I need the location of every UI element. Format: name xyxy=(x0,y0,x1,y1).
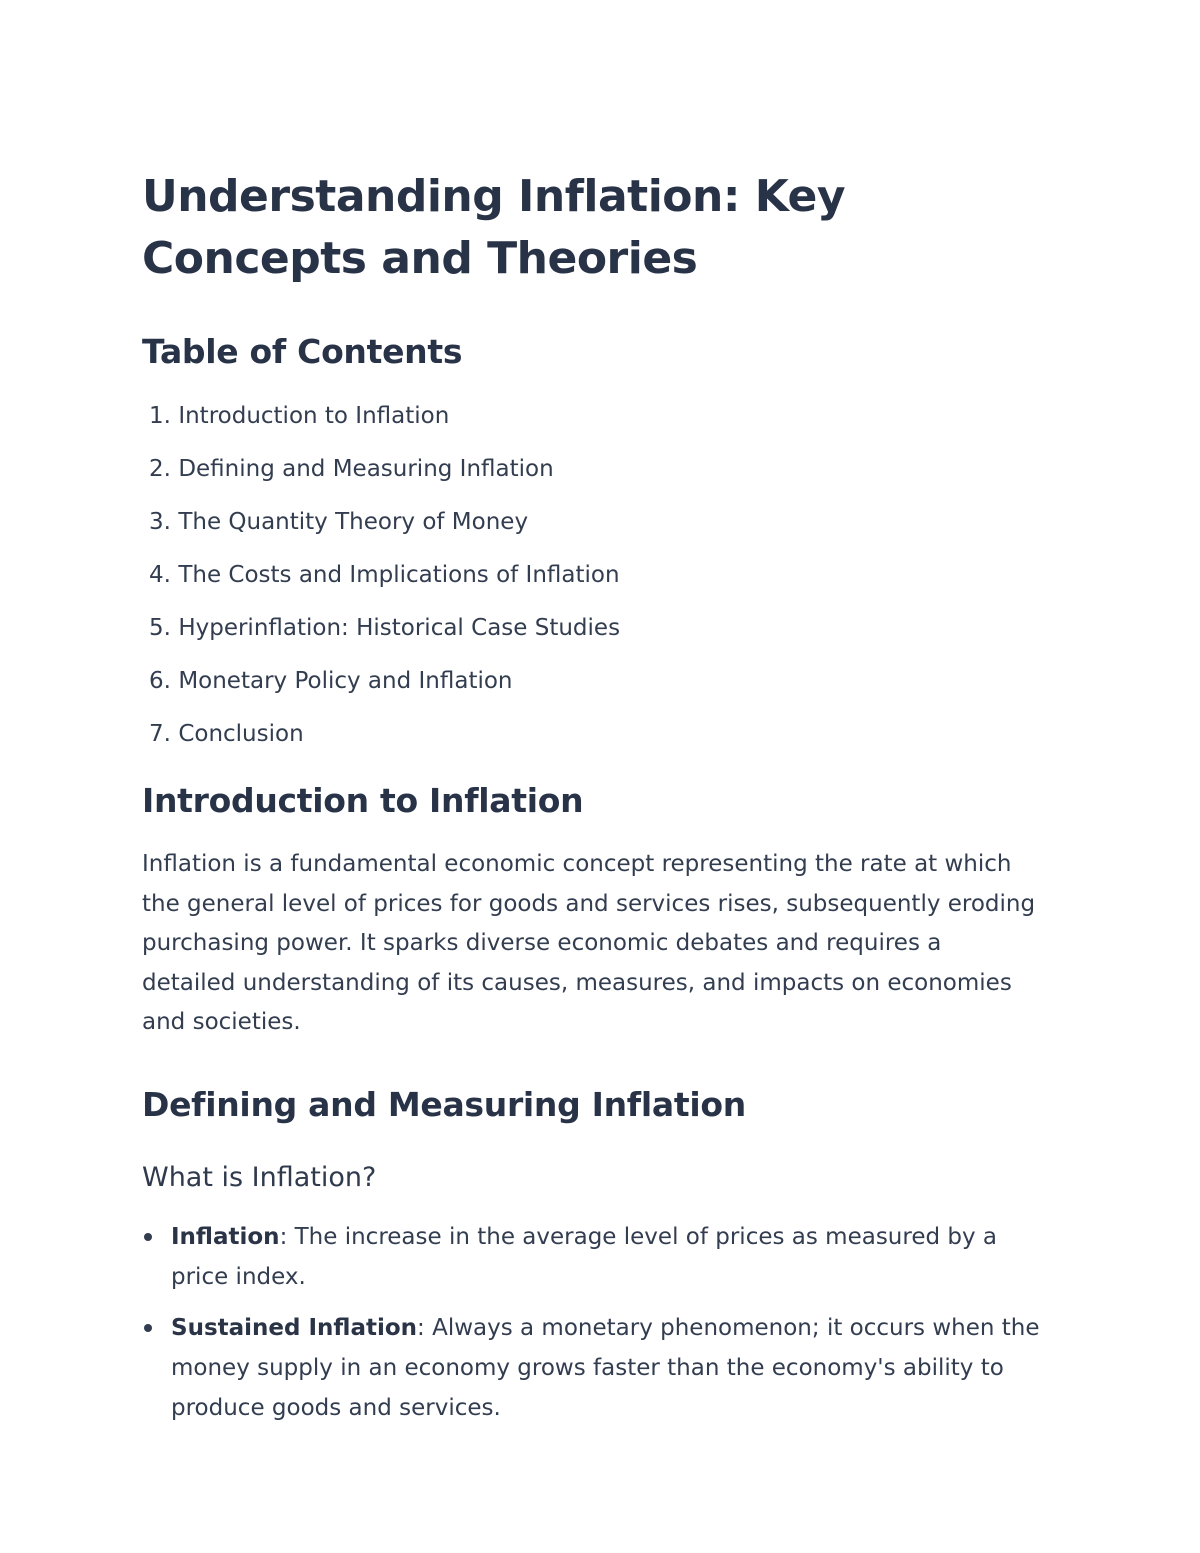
toc-item: 1. Introduction to Inflation xyxy=(149,403,450,429)
bullet-dot-icon xyxy=(144,1233,152,1241)
toc-item-label: Conclusion xyxy=(178,721,304,747)
toc-heading: Table of Contents xyxy=(142,332,463,371)
definition-item xyxy=(142,1308,1042,1428)
toc-item: 2. Defining and Measuring Inflation xyxy=(149,456,554,482)
defining-heading: Defining and Measuring Inflation xyxy=(142,1084,746,1124)
what-is-inflation-subheading: What is Inflation? xyxy=(142,1161,377,1193)
definition-text: The increase in the average level of prices as measured by a price index. xyxy=(171,1223,998,1290)
toc-item: 6. Monetary Policy and Inflation xyxy=(149,668,513,694)
toc-item: 5. Hyperinflation: Historical Case Studies xyxy=(149,615,621,641)
toc-item: 4. The Costs and Implications of Inflation xyxy=(149,562,620,588)
definition-separator: : xyxy=(279,1223,288,1250)
toc-list xyxy=(142,390,1042,761)
toc-item-label: Introduction to Inflation xyxy=(178,403,450,429)
intro-paragraph: Inflation is a fundamental economic concept representing the rate at which the general level of prices for goods and services rises, subsequently eroding purchasing power. It sparks diverse economic debates and requires a detailed understanding of its causes, measures, and impacts on economies and societies. xyxy=(142,851,1036,1036)
toc-item-label: Monetary Policy and Inflation xyxy=(178,668,513,694)
toc-item: 3. The Quantity Theory of Money xyxy=(149,509,529,535)
intro-heading: Introduction to Inflation xyxy=(142,781,584,820)
toc-item-label: The Quantity Theory of Money xyxy=(178,509,529,535)
definition-list xyxy=(142,1217,1042,1428)
definition-item xyxy=(142,1217,1042,1297)
definition-term: Sustained Inflation xyxy=(171,1314,418,1341)
definition-text: Always a monetary phenomenon; it occurs when the money supply in an economy grows faster than the economy's ability to produce goods and services. xyxy=(171,1314,1040,1421)
toc-item: 7. Conclusion xyxy=(149,721,304,747)
definition-separator: : xyxy=(417,1314,425,1341)
bullet-dot-icon xyxy=(144,1324,152,1332)
definition-term: Inflation xyxy=(171,1223,280,1250)
document-title: Understanding Inflation: Key Concepts and Theories xyxy=(142,171,846,284)
toc-item-label: The Costs and Implications of Inflation xyxy=(178,562,620,588)
toc-item-label: Hyperinflation: Historical Case Studies xyxy=(178,615,621,641)
document-content xyxy=(142,166,1042,1439)
toc-item-label: Defining and Measuring Inflation xyxy=(178,456,554,482)
